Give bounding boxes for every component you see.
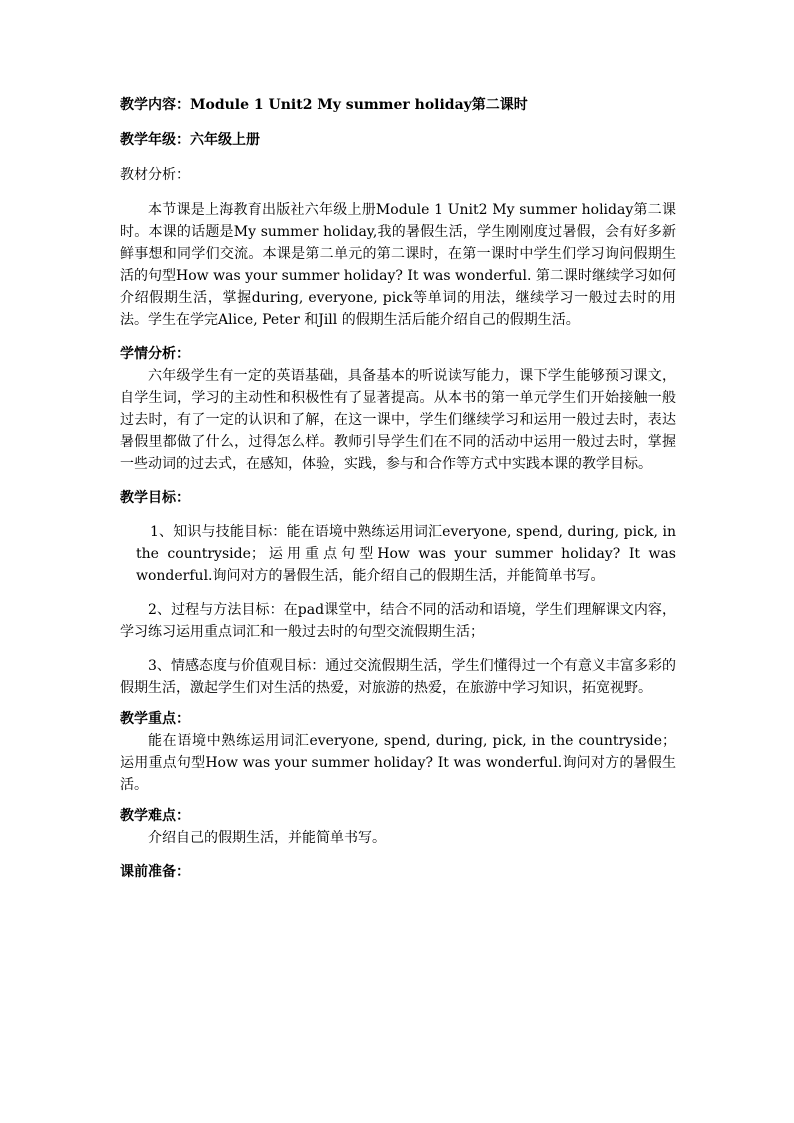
difficulty-text: 介绍自己的假期生活，并能简单书写。 bbox=[148, 830, 386, 846]
material-analysis-text: 本节课是上海教育出版社六年级上册Module 1 Unit2 My summer holiday第二课时。本课的话题是My summer holiday,我的暑假生活，学生刚刚度过暑假，会有好多新鲜事想和同学们交流。本课是第二单元的第二课时，在第一课时中学生们学习询问假期生活的句型How was your summer holiday? It was wonderful. 第二课时继续学习如何介绍假期生活，掌握during, everyone, pick等单词的用法，继续学习一般过去时的用法。学生在学完Alice, Peter 和Jill 的假期生活后能介绍自己的假期生活。 bbox=[120, 202, 676, 328]
learner-analysis-text: 六年级学生有一定的英语基础，具备基本的听说读写能力，课下学生能够预习课文，自学生词，学习的主动性和积极性有了显著提高。从本书的第一单元学生们开始接触一般过去时，有了一定的认识和了解，在这一课中，学生们继续学习和运用一般过去时，表达暑假里都做了什么，过得怎么样。教师引导学生们在不同的活动中运用一般过去时，掌握一些动词的过去式，在感知，体验，实践，参与和合作等方式中实践本课的教学目标。 bbox=[120, 368, 676, 472]
goal-process-method: 2、过程与方法目标：在pad课堂中，结合不同的活动和语境，学生们理解课文内容，学习练习运用重点词汇和一般过去时的句型交流假期生活； bbox=[120, 602, 676, 640]
preparation-heading: 课前准备： bbox=[120, 864, 190, 880]
teaching-content-line: 教学内容：Module 1 Unit2 My summer holiday第二课时 bbox=[120, 97, 528, 113]
lesson-plan-body bbox=[120, 94, 676, 883]
key-points-heading: 教学重点： bbox=[120, 711, 190, 727]
key-points-text: 能在语境中熟练运用词汇everyone, spend, during, pick, in the countryside；运用重点句型How was your summer holiday? It was wonderful.询问对方的暑假生活。 bbox=[120, 733, 676, 793]
grade-line: 教学年级：六年级上册 bbox=[120, 132, 260, 148]
goal-knowledge-skills: 1、知识与技能目标：能在语境中熟练运用词汇everyone, spend, during, pick, in the countryside；运用重点句型How was your summer holiday? It was wonderful.询问对方的暑假生活，能介绍自己的假期生活，并能简单书写。 bbox=[136, 524, 676, 584]
teaching-goals-heading: 教学目标： bbox=[120, 490, 190, 506]
goal-emotion-values: 3、情感态度与价值观目标：通过交流假期生活，学生们懂得过一个有意义丰富多彩的假期生活，激起学生们对生活的热爱，对旅游的热爱，在旅游中学习知识，拓宽视野。 bbox=[120, 658, 676, 696]
material-analysis-heading: 教材分析： bbox=[120, 167, 190, 183]
difficulty-heading: 教学难点： bbox=[120, 808, 190, 824]
learner-analysis-heading: 学情分析： bbox=[120, 346, 190, 362]
